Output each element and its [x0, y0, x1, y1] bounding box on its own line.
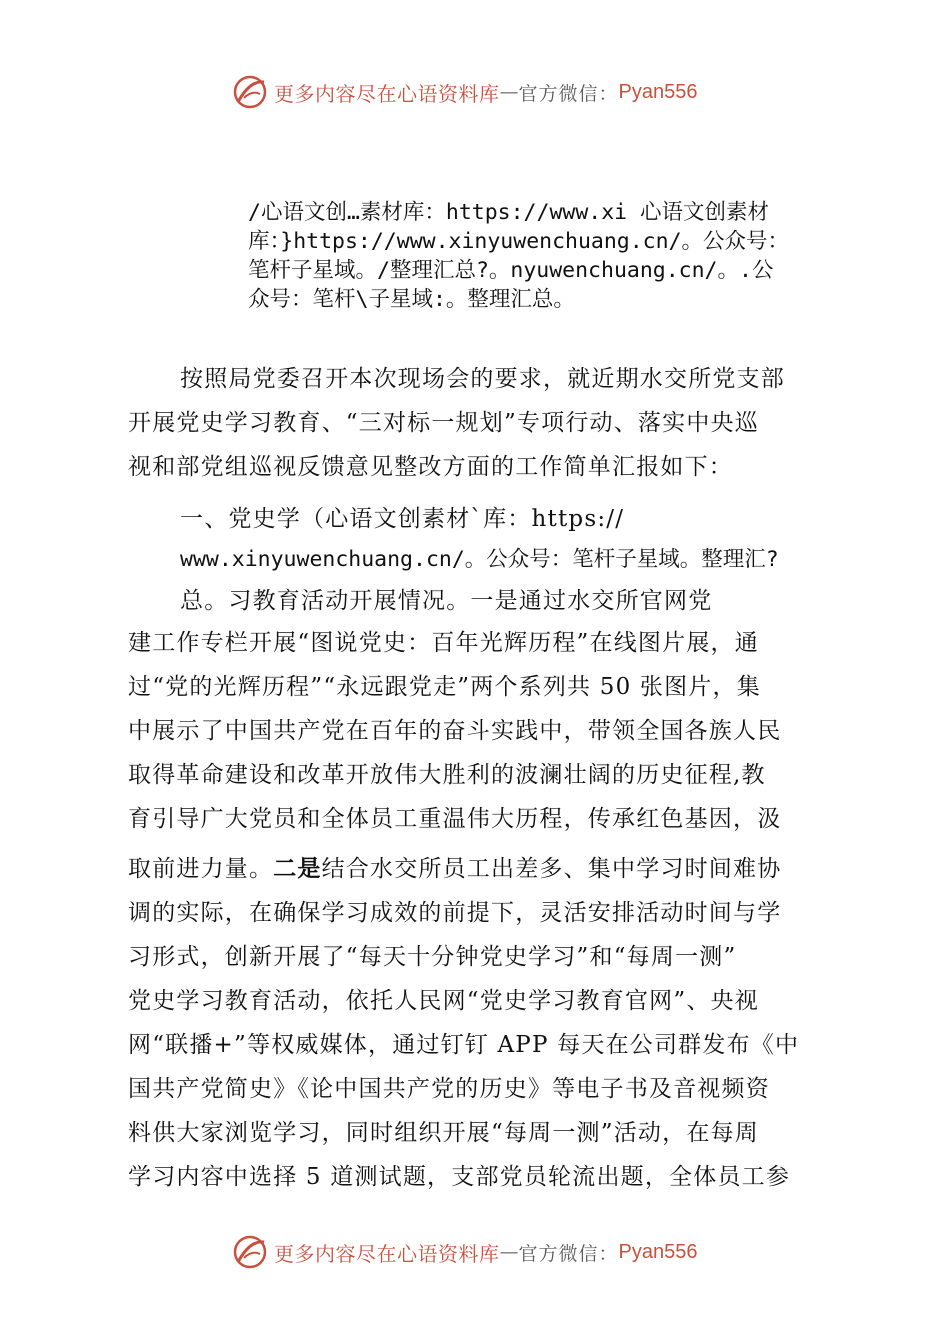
- body-line: 育引导广大党员和全体员工重温伟大历程，传承红色基因，汲: [128, 806, 782, 832]
- body-line: www.xinyuwenchuang.cn/。公众号：笔杆子星域。整理汇?: [180, 547, 779, 572]
- body-line: 按照局党委召开本次现场会的要求，就近期水交所党支部: [180, 366, 785, 392]
- body-text-segment: 结合水交所员工出差多、集中学习时间难协: [321, 856, 782, 882]
- body-line: 一、党史学（心语文创素材`库：https://: [180, 506, 625, 532]
- banner-wechat-id: Pyan556: [618, 80, 698, 103]
- note-line: /心语文创…素材库：https://www.xi 心语文创素材: [248, 200, 770, 225]
- note-line: 库：}https://www.xinyuwenchuang.cn/。公众号：: [248, 229, 790, 254]
- body-line: 网“联播+”等权威媒体，通过钉钉 APP 每天在公司群发布《中: [128, 1032, 800, 1058]
- body-line: 料供大家浏览学习，同时组织开展“每周一测”活动，在每周: [128, 1120, 759, 1146]
- body-line: 学习内容中选择 5 道测试题，支部党员轮流出题，全体员工参: [128, 1164, 791, 1190]
- body-line: 建工作专栏开展“图说党史：百年光辉历程”在线图片展，通: [128, 630, 759, 656]
- body-line: 过“党的光辉历程”“永远跟党走”两个系列共 50 张图片，集: [128, 674, 761, 700]
- note-line: 笔杆子星域。/整理汇总?。nyuwenchuang.cn/。.公: [248, 258, 774, 283]
- footer-banner: [230, 1232, 750, 1272]
- body-line: 党史学习教育活动，依托人民网“党史学习教育官网”、央视: [128, 988, 759, 1014]
- logo-icon: [230, 72, 270, 112]
- body-line: 习形式，创新开展了“每天十分钟党史学习”和“每周一测”: [128, 944, 737, 970]
- note-line: 众号：笔杆\子星域:。整理汇总。: [248, 287, 575, 312]
- body-text-segment: 取前进力量。: [128, 856, 274, 882]
- logo-icon: [230, 1232, 270, 1272]
- body-line: 调的实际，在确保学习成效的前提下，灵活安排活动时间与学: [128, 900, 782, 926]
- banner-wechat-label: 官方微信：: [518, 82, 619, 105]
- banner-wechat-label: 官方微信：: [518, 1242, 619, 1265]
- banner-wechat-id: Pyan556: [618, 1240, 698, 1263]
- banner-separator: —: [499, 81, 519, 103]
- banner-separator: —: [499, 1241, 519, 1263]
- banner-title: 更多内容尽在心语资料库: [274, 1241, 500, 1266]
- emphasis-text: 二是: [273, 856, 322, 882]
- body-line: [128, 850, 781, 883]
- body-line: 开展党史学习教育、“三对标一规划”专项行动、落实中央巡: [128, 410, 759, 436]
- header-banner: [230, 72, 750, 112]
- body-line: 国共产党简史》《论中国共产党的历史》等电子书及音视频资: [128, 1076, 770, 1102]
- body-line: 取得革命建设和改革开放伟大胜利的波澜壮阔的历史征程,教: [128, 762, 766, 788]
- body-line: 中展示了中国共产党在百年的奋斗实践中，带领全国各族人民: [128, 718, 782, 744]
- body-line: 视和部党组巡视反馈意见整改方面的工作简单汇报如下：: [128, 454, 733, 480]
- watermark-note: [248, 198, 838, 314]
- body-line: 总。习教育活动开展情况。一是通过水交所官网党: [180, 588, 713, 614]
- banner-title: 更多内容尽在心语资料库: [274, 81, 500, 106]
